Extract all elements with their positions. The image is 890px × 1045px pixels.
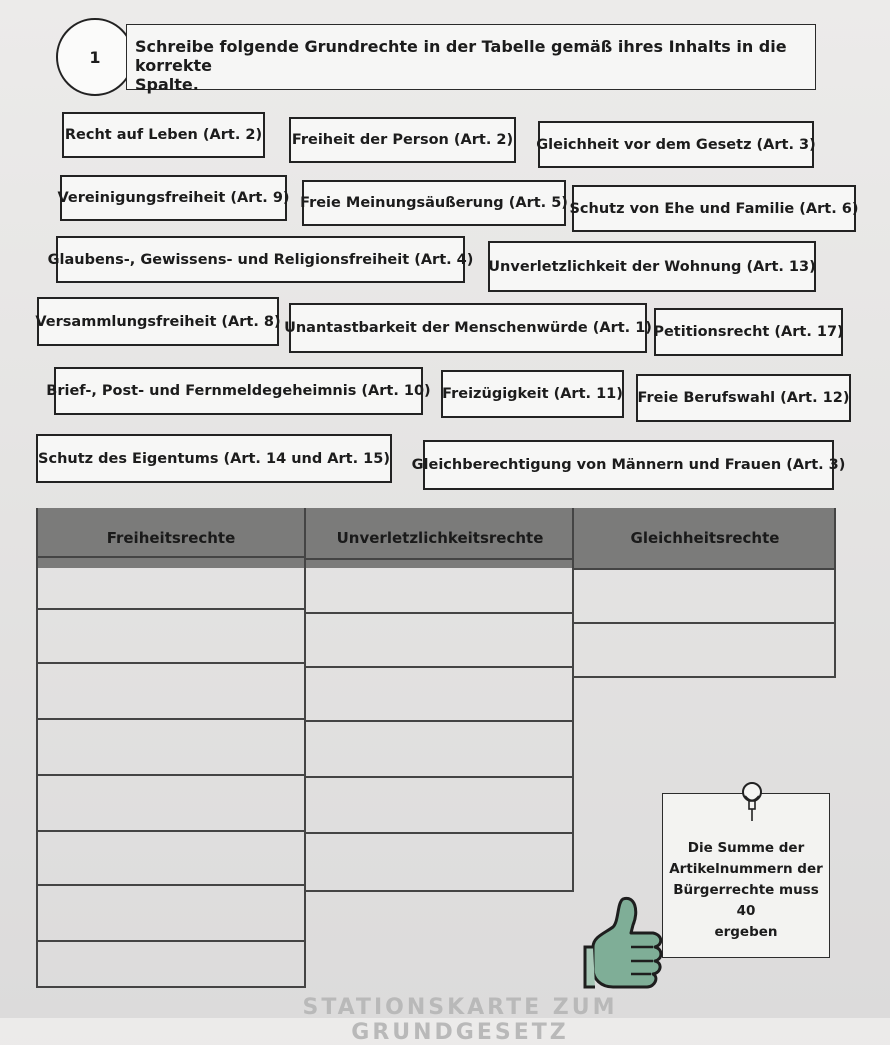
right-card-menschenwuerde[interactable]: Unantastbarkeit der Menschenwürde (Art. 1) [289, 303, 647, 353]
right-card-petitionsrecht[interactable]: Petitionsrecht (Art. 17) [654, 308, 843, 356]
table-row-line [306, 666, 574, 668]
table-row-line [36, 830, 306, 832]
table-header-freiheitsrechte [36, 508, 306, 568]
task-number: 1 [89, 47, 101, 67]
task-instruction [126, 24, 816, 94]
hint-note-line2: Artikelnummern der [669, 861, 823, 877]
right-card-freiheit-der-person[interactable]: Freiheit der Person (Art. 2) [289, 117, 516, 163]
right-card-schutz-des-eigentums[interactable]: Schutz des Eigentums (Art. 14 und Art. 15) [36, 434, 392, 483]
table-row-line [306, 558, 574, 560]
hint-note-line3: Bürgerrechte muss 40 [673, 882, 819, 919]
right-card-glaubensfreiheit[interactable]: Glaubens-, Gewissens- und Religionsfreiheit (Art. 4) [56, 236, 465, 283]
table-header-freiheitsrechte-label: Freiheitsrechte [106, 529, 236, 547]
table-row-line [36, 718, 306, 720]
right-card-freizuegigkeit[interactable]: Freizügigkeit (Art. 11) [441, 370, 624, 418]
right-card-freie-berufswahl[interactable]: Freie Berufswahl (Art. 12) [636, 374, 851, 422]
table-row-line [306, 890, 574, 892]
table-row-line [36, 884, 306, 886]
right-card-gleichberechtigung[interactable]: Gleichberechtigung von Männern und Frauen (Art. 3) [423, 440, 834, 490]
right-card-recht-auf-leben[interactable]: Recht auf Leben (Art. 2) [62, 112, 265, 158]
table-row-line [36, 986, 306, 988]
table-left-border [36, 508, 38, 988]
pin-icon [737, 781, 767, 823]
table-row-line [306, 776, 574, 778]
task-instruction-line2: Spalte. [135, 75, 199, 94]
table-row-line [36, 556, 306, 558]
table-row-line [36, 774, 306, 776]
table-row-line [36, 662, 306, 664]
table-column-divider-1 [304, 508, 306, 988]
right-card-versammlungsfreiheit[interactable]: Versammlungsfreiheit (Art. 8) [37, 297, 279, 346]
table-row-line [574, 622, 836, 624]
right-card-briefgeheimnis[interactable]: Brief-, Post- und Fernmeldegeheimnis (Art. 10) [54, 367, 423, 415]
right-card-schutz-von-ehe-und-familie[interactable]: Schutz von Ehe und Familie (Art. 6) [572, 185, 856, 232]
table-row-line [306, 612, 574, 614]
table-row-line [574, 676, 836, 678]
footer-station-title: STATIONSKARTE ZUM GRUNDGESETZ [302, 995, 618, 1045]
right-card-vereinigungsfreiheit[interactable]: Vereinigungsfreiheit (Art. 9) [60, 175, 287, 221]
table-header-gleichheitsrechte [574, 508, 836, 568]
thumbs-up-icon [583, 893, 673, 993]
hint-note-line1: Die Summe der [687, 840, 805, 856]
table-row-line [574, 568, 836, 570]
task-number-badge [56, 18, 134, 96]
right-card-unverletzlichkeit-der-wohnung[interactable]: Unverletzlichkeit der Wohnung (Art. 13) [488, 241, 816, 292]
right-card-freie-meinungsaeusserung[interactable]: Freie Meinungsäußerung (Art. 5) [302, 180, 566, 226]
table-row-line [306, 720, 574, 722]
table-header-gleichheitsrechte-label: Gleichheitsrechte [630, 529, 780, 547]
task-instruction-line1: Schreibe folgende Grundrechte in der Tabelle gemäß ihres Inhalts in die korrekte [135, 37, 787, 75]
table-right-border [834, 508, 836, 676]
table-row-line [36, 940, 306, 942]
table-header-unverletzlichkeitsrechte-label: Unverletzlichkeitsrechte [336, 529, 544, 547]
table-row-line [306, 832, 574, 834]
table-row-line [36, 608, 306, 610]
right-card-gleichheit-vor-dem-gesetz[interactable]: Gleichheit vor dem Gesetz (Art. 3) [538, 121, 814, 168]
hint-note-line4: ergeben [714, 924, 778, 940]
